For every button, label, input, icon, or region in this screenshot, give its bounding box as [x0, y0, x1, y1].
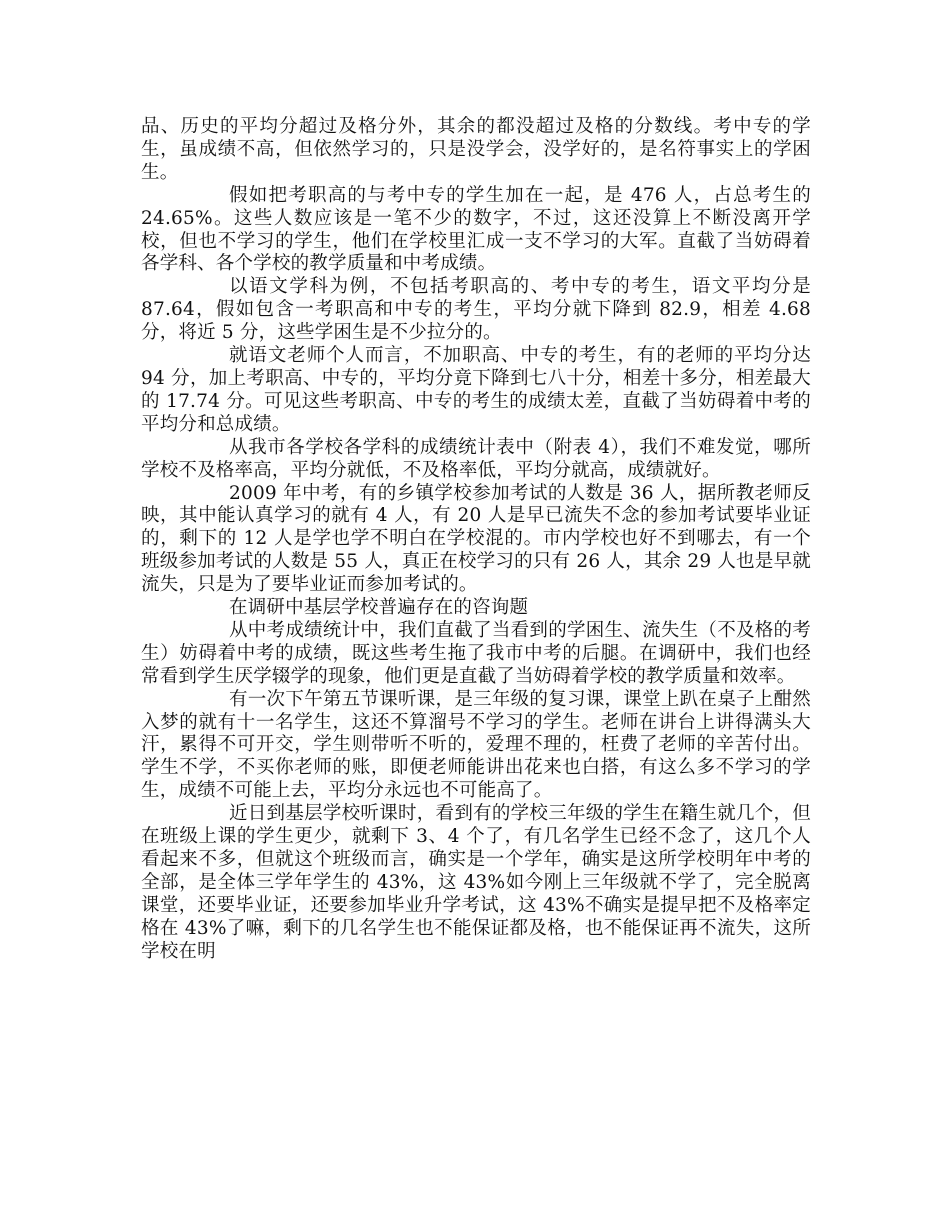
section-heading: 在调研中基层学校普遍存在的咨询题: [229, 597, 529, 619]
paragraph-combined-students: 假如把考职高的与考中专的学生加在一起，是 476 人，占总考生的 24.65%。这些人数应该是一笔不少的数字，不过，这还没算上不断没离开学校，但也不学习的学生，他们在学校里汇成一支不学习的大军。直截了当妨碍着各学科、各个学校的教学质量和中考成绩。: [141, 184, 811, 275]
paragraph-class-observation: 有一次下午第五节课听课，是三年级的复习课，课堂上趴在桌子上酣然入梦的就有十一名学生，这还不算溜号不学习的学生。老师在讲台上讲得满头大汗，累得不可开交，学生则带听不听的，爱理不理的，枉费了老师的辛苦付出。学生不学，不买你老师的账，即便老师能讲出花来也白搭，有这么多不学习的学生，成绩不可能上去，平均分永远也不可能高了。: [141, 688, 811, 802]
paragraph-teacher-average: 就语文老师个人而言，不加职高、中专的考生，有的老师的平均分达 94 分，加上考职高、中专的，平均分竟下降到七八十分，相差十多分，相差最大的 17.74 分。可见这些考职高、中专的考生的成绩太差，直截了当妨碍着中考的平均分和总成绩。: [141, 345, 811, 435]
document-page: [141, 116, 811, 964]
paragraph-exam-statistics: 从中考成绩统计中，我们直截了当看到的学困生、流失生（不及格的考生）妨碍着中考的成绩，既这些考生拖了我市中考的后腿。在调研中，我们也经常看到学生厌学辍学的现象，他们更是直截了当妨碍着学校的教学质量和效率。: [141, 619, 811, 687]
paragraph-statistics-table: 从我市各学校各学科的成绩统计表中（附表 4），我们不难发觉，哪所学校不及格率高，平均分就低，不及格率低，平均分就高，成绩就好。: [141, 436, 811, 481]
paragraph-school-visit: 近日到基层学校听课时，看到有的学校三年级的学生在籍生就几个，但在班级上课的学生更少，就剩下 3、4 个了，有几名学生已经不念了，这几个人看起来不多，但就这个班级而言，确实是一个学年，确实是这所学校明年中考的全部，是全体三学年学生的 43%，这 43%如今刚上三年级就不学了，完全脱离课堂，还要毕业证，还要参加毕业升学考试，这 43%不确实是提早把不及格率定格在 43%了嘛，剩下的几名学生也不能保证都及格，也不能保证再不流失，这所学校在明: [141, 803, 811, 962]
paragraph-chinese-average: 以语文学科为例，不包括考职高的、考中专的考生，语文平均分是 87.64，假如包含一考职高和中专的考生，平均分就下降到 82.9，相差 4.68 分，将近 5 分，这些学困生是不少拉分的。: [141, 276, 811, 344]
paragraph-continuation: 品、历史的平均分超过及格分外，其余的都没超过及格的分数线。考中专的学生，虽成绩不高，但依然学习的，只是没学会，没学好的，是名符事实上的学困生。: [141, 116, 811, 183]
paragraph-2009-exam: 2009 年中考，有的乡镇学校参加考试的人数是 36 人，据所教老师反映，其中能认真学习的就有 4 人，有 20 人是早已流失不念的参加考试要毕业证的，剩下的 12 人是学也学不明白在学校混的。市内学校也好不到哪去，有一个班级参加考试的人数是 55 人，真正在校学习的只有 26 人，其余 29 人也是早就流失，只是为了要毕业证而参加考试的。: [141, 482, 811, 596]
